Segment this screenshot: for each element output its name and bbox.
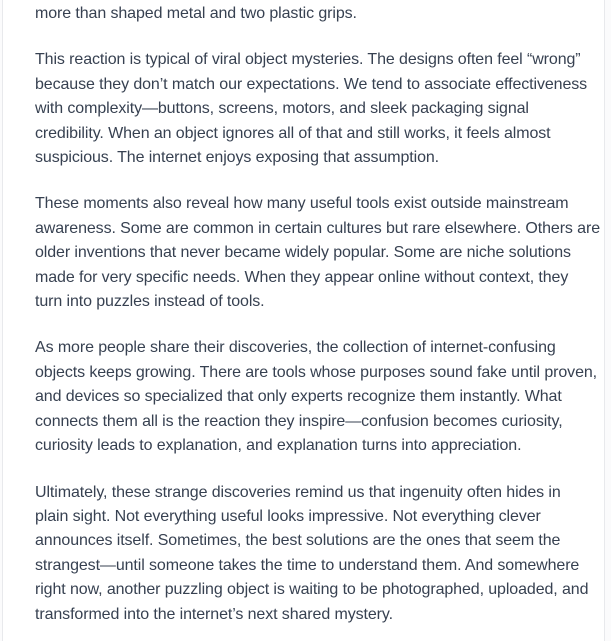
text-line: credibility. When an object ignores all of that and still works, it feels almost: [35, 124, 551, 142]
paragraph: [35, 481, 602, 627]
text-line: because they don’t match our expectations. We tend to associate effectiveness: [35, 75, 588, 93]
text-line: and devices so specialized that only experts recognize them instantly. What: [35, 388, 562, 406]
article-container: [2, 0, 605, 641]
text-line: These moments also reveal how many useful tools exist outside mainstream: [35, 195, 569, 213]
text-line: curiosity leads to explanation, and explanation turns into appreciation.: [35, 437, 522, 455]
paragraph: [35, 336, 602, 458]
text-line: suspicious. The internet enjoys exposing that assumption.: [35, 149, 440, 167]
text-line: older inventions that never became widely popular. Some are niche solutions: [35, 244, 571, 262]
text-line: strangest—until someone takes the time to understand them. And somewhere: [35, 556, 580, 574]
text-line: announces itself. Sometimes, the best solutions are the ones that seem the: [35, 532, 561, 550]
text-line: transformed into the internet’s next shared mystery.: [35, 605, 393, 623]
text-line: made for very specific needs. When they appear online without context, they: [35, 268, 569, 286]
text-line: more than shaped metal and two plastic grips.: [35, 5, 357, 22]
right-gutter: [605, 0, 611, 641]
paragraph: [35, 2, 602, 26]
text-line: right now, another puzzling object is waiting to be photographed, uploaded, and: [35, 581, 589, 599]
text-line: Ultimately, these strange discoveries remind us that ingenuity often hides in: [35, 483, 561, 501]
article-body: [35, 2, 602, 627]
text-line: objects keeps growing. There are tools whose purposes sound fake until proven,: [35, 363, 598, 381]
paragraph: [35, 48, 602, 170]
text-line: awareness. Some are common in certain cultures but rare elsewhere. Others are: [35, 219, 601, 237]
text-line: plain sight. Not everything useful looks impressive. Not everything clever: [35, 507, 541, 525]
paragraph: [35, 192, 602, 314]
text-line: This reaction is typical of viral object mysteries. The designs often feel “wrong”: [35, 51, 581, 69]
text-line: connects them all is the reaction they inspire—confusion becomes curiosity,: [35, 412, 563, 430]
text-line: As more people share their discoveries, the collection of internet-confusing: [35, 339, 556, 357]
text-line: with complexity—buttons, screens, motors, and sleek packaging signal: [35, 100, 529, 118]
text-line: turn into puzzles instead of tools.: [35, 293, 265, 311]
